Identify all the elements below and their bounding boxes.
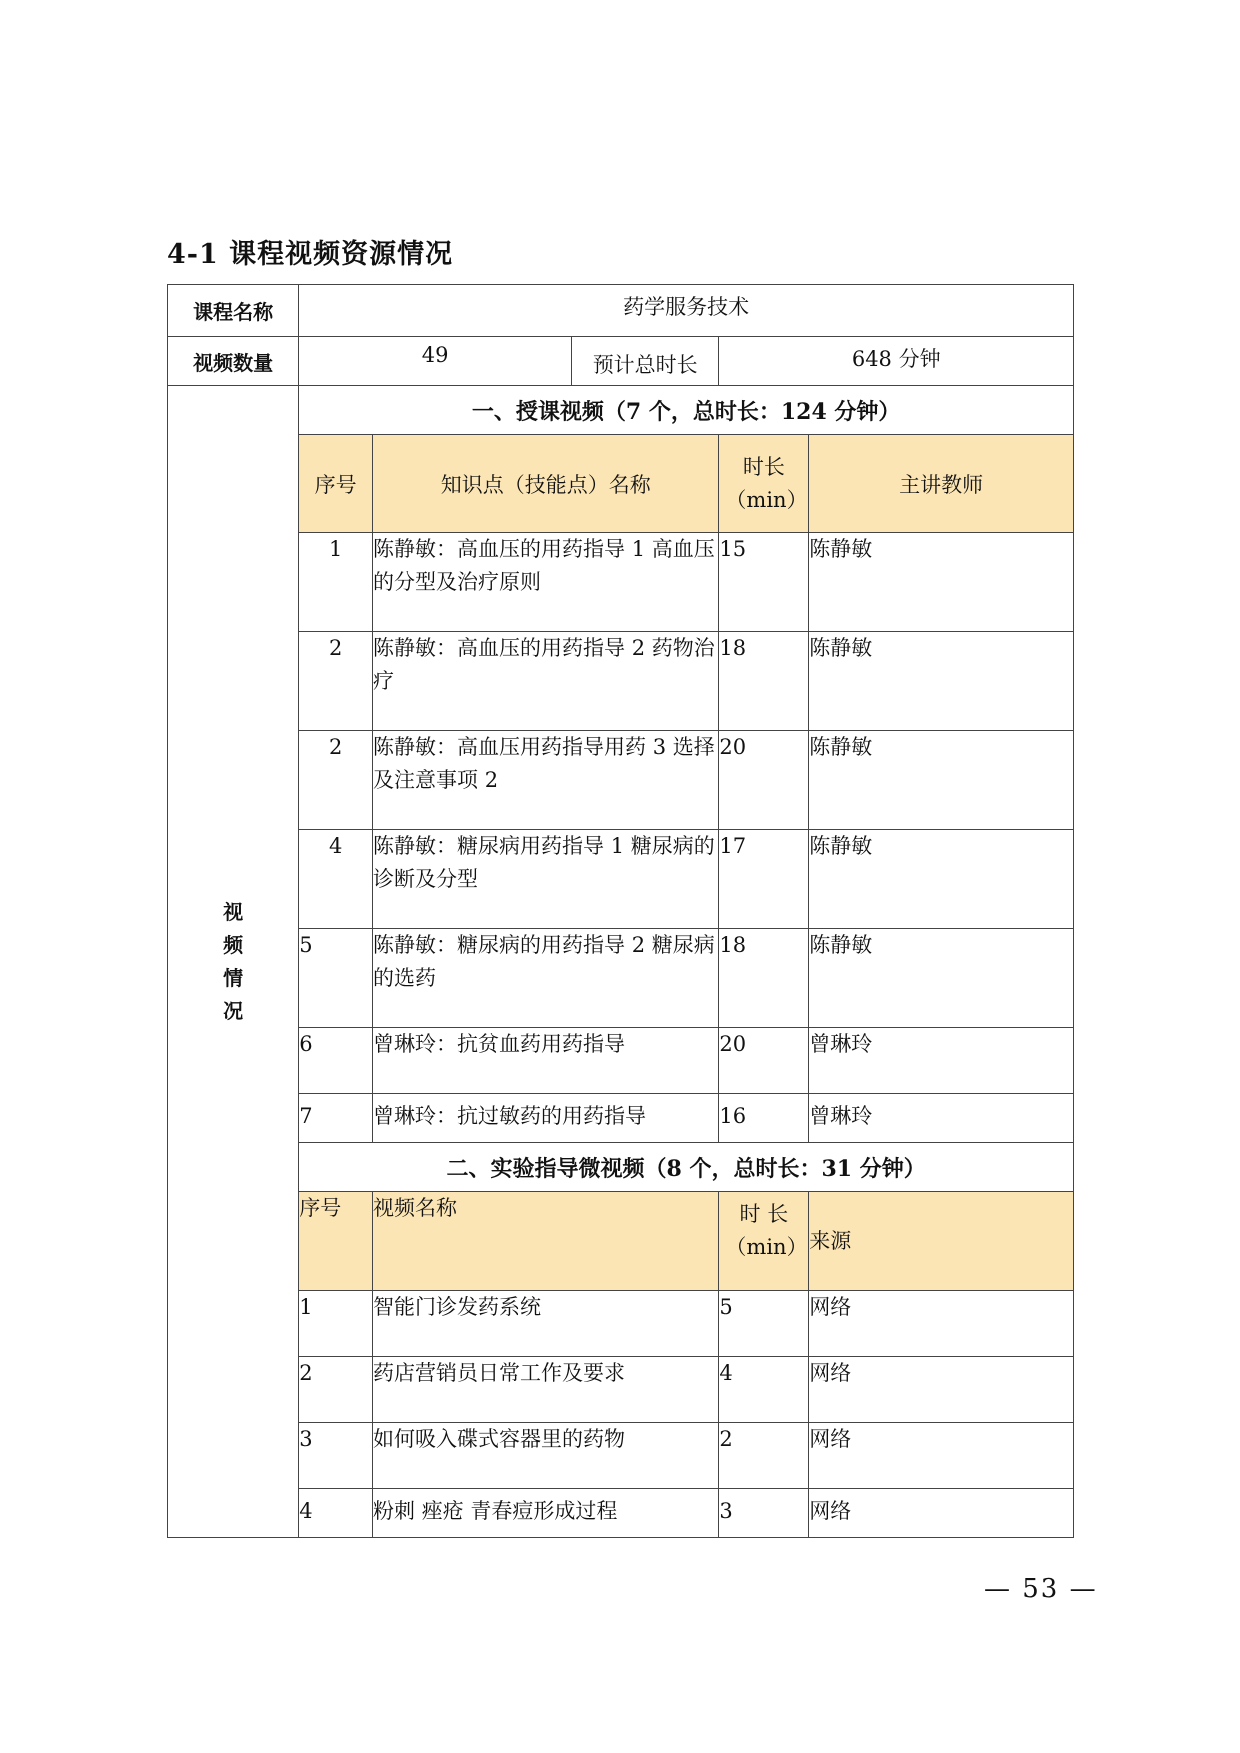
table-row: 2 药店营销员日常工作及要求 4 网络 (168, 1357, 1074, 1423)
section2-title-row (168, 1143, 1074, 1192)
video-resource-table (167, 284, 1074, 1538)
table-row: 2 陈静敏：高血压用药指导用药 3 选择及注意事项 2 20 陈静敏 (168, 731, 1074, 830)
header-knowledge-name: 知识点（技能点）名称 (373, 435, 719, 533)
header-no: 序号 (299, 1192, 373, 1291)
table-row: 7 曾琳玲：抗过敏药的用药指导 16 曾琳玲 (168, 1094, 1074, 1143)
video-status-side-label: 视 频 情 况 (168, 386, 299, 1538)
table-row: 3 如何吸入碟式容器里的药物 2 网络 (168, 1423, 1074, 1489)
video-count-label: 视频数量 (168, 337, 299, 386)
table-row: 1 陈静敏：高血压的用药指导 1 高血压的分型及治疗原则 15 陈静敏 (168, 533, 1074, 632)
course-name-label: 课程名称 (168, 285, 299, 337)
total-duration-value: 648 分钟 (719, 337, 1074, 386)
course-name-row (168, 285, 1074, 337)
header-source: 来源 (809, 1192, 1074, 1291)
section1-title-row (168, 386, 1074, 435)
header-no: 序号 (299, 435, 373, 533)
section2-title: 二、实验指导微视频（8 个，总时长：31 分钟） (299, 1143, 1074, 1192)
page-title: 4-1 课程视频资源情况 (167, 239, 454, 270)
section1-header-row (168, 435, 1074, 533)
table-row: 5 陈静敏：糖尿病的用药指导 2 糖尿病的选药 18 陈静敏 (168, 929, 1074, 1028)
section1-title: 一、授课视频（7 个，总时长：124 分钟） (299, 386, 1074, 435)
page-number: — 53 — (984, 1574, 1098, 1604)
header-duration: 时 长（min） (719, 1192, 809, 1291)
table-row: 6 曾琳玲：抗贫血药用药指导 20 曾琳玲 (168, 1028, 1074, 1094)
header-video-name: 视频名称 (373, 1192, 719, 1291)
total-duration-label: 预计总时长 (571, 337, 718, 386)
section2-header-row (168, 1192, 1074, 1291)
table-row: 2 陈静敏：高血压的用药指导 2 药物治疗 18 陈静敏 (168, 632, 1074, 731)
course-name-value: 药学服务技术 (299, 285, 1074, 337)
header-teacher: 主讲教师 (809, 435, 1074, 533)
table-row: 4 粉刺 痤疮 青春痘形成过程 3 网络 (168, 1489, 1074, 1538)
table-row: 1 智能门诊发药系统 5 网络 (168, 1291, 1074, 1357)
header-duration: 时长（min） (719, 435, 809, 533)
video-count-value: 49 (299, 337, 572, 386)
video-count-row (168, 337, 1074, 386)
table-row: 4 陈静敏：糖尿病用药指导 1 糖尿病的诊断及分型 17 陈静敏 (168, 830, 1074, 929)
